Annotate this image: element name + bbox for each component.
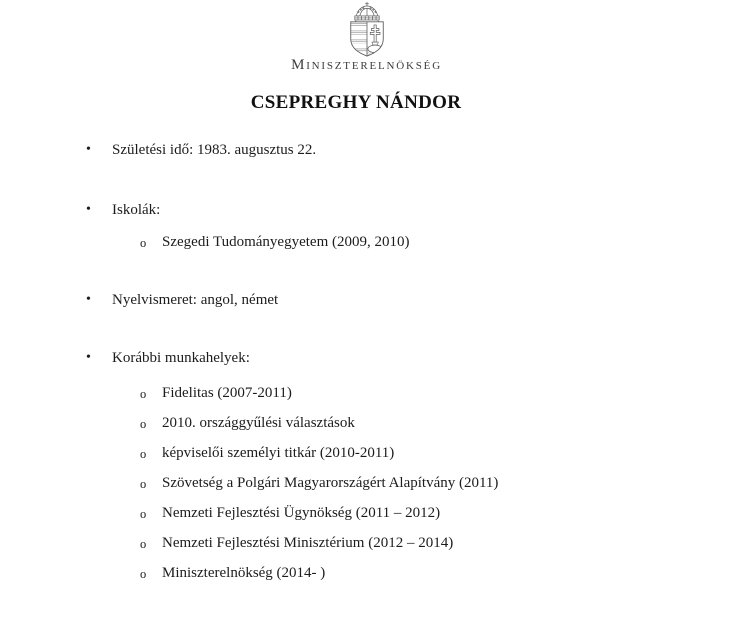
- bullet-icon: •: [86, 292, 91, 307]
- list-subitem-label: 2010. országgyűlési választások: [162, 415, 355, 431]
- sub-bullet-icon: o: [140, 236, 147, 250]
- sub-bullet-icon: o: [140, 567, 147, 581]
- list-item-workplaces: [86, 348, 250, 368]
- sub-bullet-icon: o: [140, 507, 147, 521]
- list-item-label: Nyelvismeret: angol, német: [112, 292, 279, 308]
- list-item-languages: [86, 290, 278, 310]
- list-item-label: Korábbi munkahelyek:: [112, 350, 250, 366]
- list-subitem-label: Nemzeti Fejlesztési Minisztérium (2012 – 2014): [162, 535, 454, 551]
- list-subitem-label: Szövetség a Polgári Magyarországért Alapítvány (2011): [162, 475, 499, 491]
- organization-name: Miniszterelnökség: [291, 57, 442, 73]
- list-subitem: [140, 232, 409, 253]
- list-subitem-label: Szegedi Tudományegyetem (2009, 2010): [162, 234, 410, 250]
- list-subitem-label: Nemzeti Fejlesztési Ügynökség (2011 – 2012): [162, 505, 441, 521]
- bullet-icon: •: [86, 142, 91, 157]
- list-item-label: Születési idő: 1983. augusztus 22.: [112, 142, 317, 158]
- list-item-label: Iskolák:: [112, 202, 161, 218]
- list-item-schools: [86, 200, 160, 220]
- page-title: CSEPREGHY NÁNDOR: [250, 92, 462, 113]
- bullet-icon: •: [86, 350, 91, 365]
- sub-bullet-icon: o: [140, 387, 147, 401]
- list-subitem: [140, 443, 394, 464]
- list-subitem: [140, 413, 355, 434]
- hungarian-coat-of-arms-icon: [347, 1, 387, 62]
- list-subitem-label: képviselői személyi titkár (2010-2011): [162, 445, 395, 461]
- list-subitem: [140, 383, 292, 404]
- sub-bullet-icon: o: [140, 537, 147, 551]
- bullet-icon: •: [86, 202, 91, 217]
- list-item-birth-date: [86, 140, 316, 160]
- list-subitem: [140, 473, 498, 494]
- list-subitem: [140, 533, 453, 554]
- sub-bullet-icon: o: [140, 447, 147, 461]
- list-subitem-label: Fidelitas (2007-2011): [162, 385, 292, 401]
- list-subitem: [140, 503, 440, 524]
- sub-bullet-icon: o: [140, 477, 147, 491]
- sub-bullet-icon: o: [140, 417, 147, 431]
- list-subitem: [140, 563, 325, 584]
- list-subitem-label: Miniszterelnökség (2014- ): [162, 565, 326, 581]
